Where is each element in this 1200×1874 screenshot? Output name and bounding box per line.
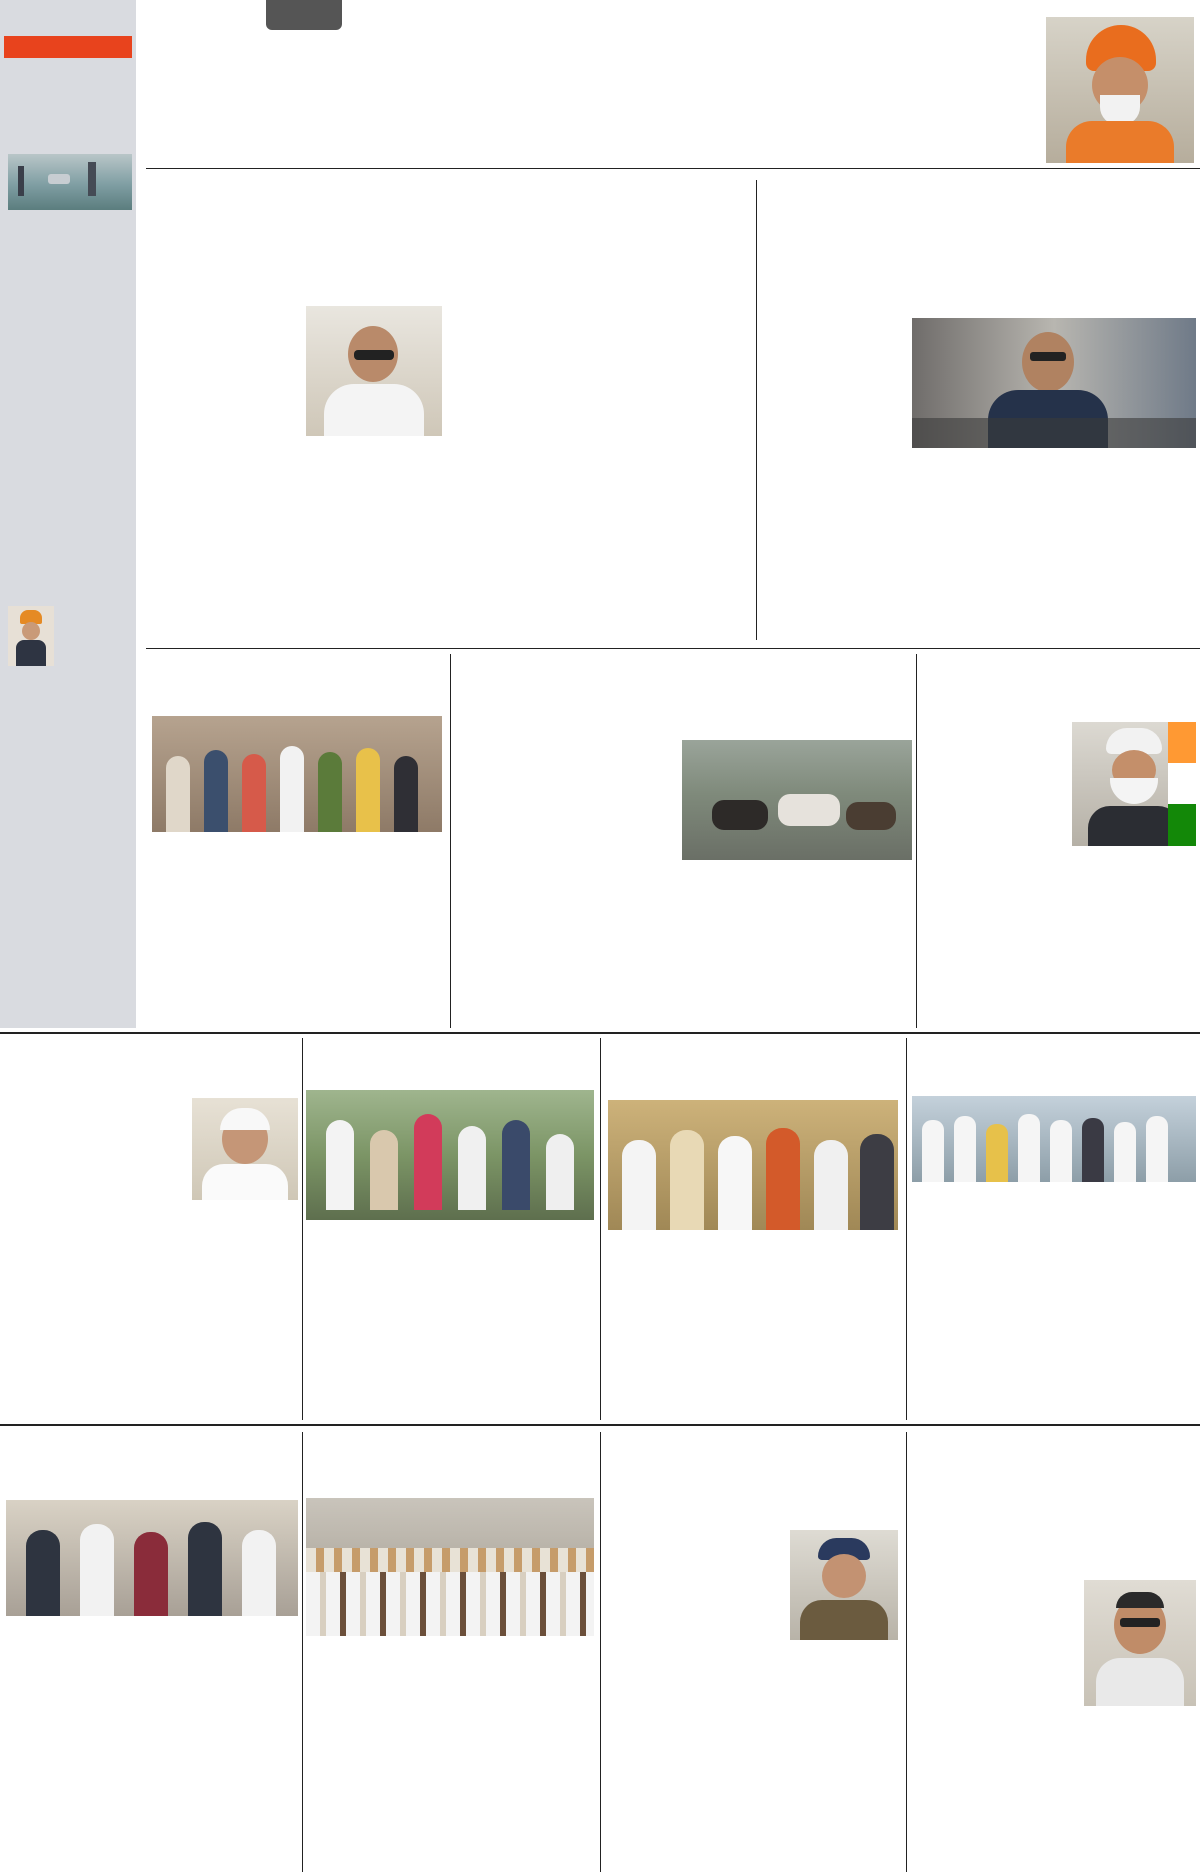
prithviraj-photo (912, 1096, 1196, 1182)
lead-photo-cs (306, 306, 442, 436)
lead-col3 (456, 306, 596, 640)
masthead-title (146, 18, 516, 128)
sanjay-photo (608, 1100, 898, 1230)
police-photo (790, 1530, 898, 1640)
divider (302, 1432, 303, 1872)
sadawarti-photo (6, 1500, 298, 1616)
top-story-col1 (552, 72, 684, 162)
liquor-col1 (762, 316, 896, 640)
sadawarti-body (6, 1620, 298, 1870)
divider (600, 1038, 601, 1420)
police-col1 (608, 1520, 786, 1640)
divider (906, 1038, 907, 1420)
ncm-col1 (918, 722, 1068, 854)
morinda-col1 (456, 742, 666, 1028)
ncm-col2 (918, 856, 1196, 1028)
ndc-photo (1084, 1580, 1196, 1706)
divider (302, 1038, 303, 1420)
morinda-col2 (682, 866, 912, 1028)
ncm-photo-chairman (1072, 722, 1196, 846)
brief-body-jatin (8, 223, 134, 491)
farmers-photo (306, 1498, 594, 1636)
brief-body-guru-arjun (8, 558, 134, 1028)
police-col2 (608, 1644, 898, 1870)
divider (450, 654, 451, 1028)
liquor-col2 (912, 454, 1046, 640)
saroj-col1 (6, 1096, 188, 1204)
news-brief-label (4, 36, 132, 58)
divider (756, 180, 757, 640)
morinda-photo-cattle (682, 740, 912, 860)
farmers-body (306, 1642, 594, 1870)
divider (146, 648, 1200, 649)
lead-col1 (152, 306, 294, 640)
divider (0, 1424, 1200, 1426)
liquor-photo-officer (912, 318, 1196, 448)
liquor-col3 (1058, 454, 1196, 640)
radha-body (152, 838, 442, 1028)
lead-col2 (306, 446, 442, 640)
divider (916, 654, 917, 1028)
randeep-body (306, 1224, 594, 1420)
randeep-photo-planting (306, 1090, 594, 1220)
divider (146, 168, 1200, 169)
news-brief-sidebar (0, 0, 136, 1028)
divider (600, 1432, 601, 1872)
divider (0, 1032, 1200, 1034)
top-story-photo-sant (1046, 17, 1194, 163)
brief-photo-canal (8, 154, 132, 210)
prithviraj-body (912, 1186, 1196, 1420)
saroj-photo (192, 1098, 298, 1200)
ndc-col2 (912, 1706, 1196, 1870)
lead-col4 (610, 306, 750, 640)
radha-photo-group (152, 716, 442, 832)
top-story-col3 (880, 72, 1028, 162)
top-story-col2 (718, 72, 868, 162)
saroj-col2 (6, 1204, 298, 1420)
divider (906, 1432, 907, 1872)
sanjay-body (608, 1236, 898, 1420)
